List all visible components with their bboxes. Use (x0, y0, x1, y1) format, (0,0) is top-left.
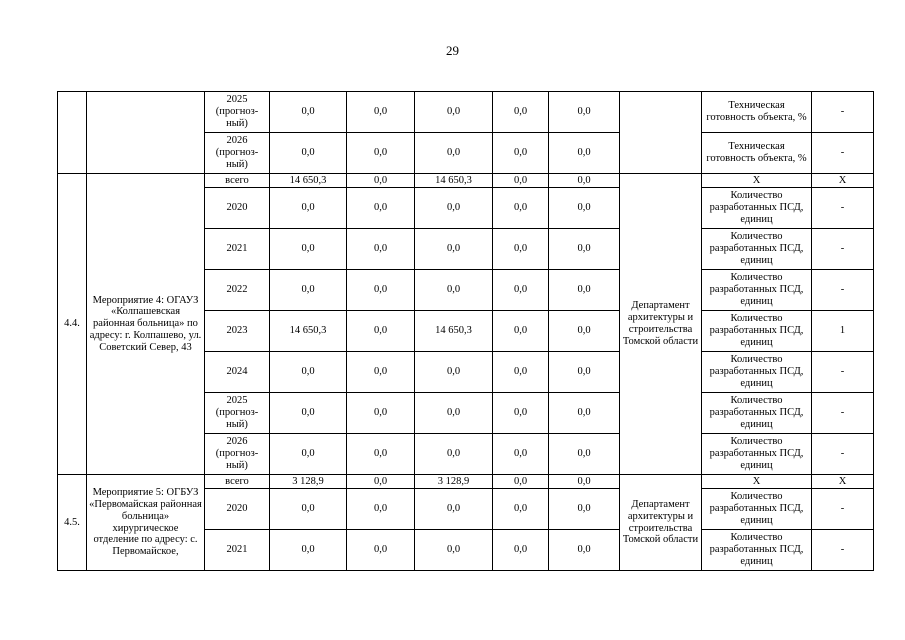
value-cell: 0,0 (347, 434, 415, 475)
value-cell: 0,0 (270, 133, 347, 174)
target-cell: 1 (812, 311, 874, 352)
value-cell: 0,0 (493, 434, 549, 475)
value-cell: 0,0 (549, 133, 620, 174)
target-cell: - (812, 489, 874, 530)
table-row (58, 92, 874, 133)
value-cell: 0,0 (549, 434, 620, 475)
value-cell: 0,0 (493, 530, 549, 571)
indicator-cell: Количество разработанных ПСД, единиц (702, 229, 812, 270)
value-cell: 0,0 (549, 489, 620, 530)
value-cell: 0,0 (493, 311, 549, 352)
value-cell: 0,0 (347, 188, 415, 229)
value-cell: 0,0 (347, 229, 415, 270)
value-cell: 0,0 (270, 92, 347, 133)
value-cell: 0,0 (493, 133, 549, 174)
value-cell: 0,0 (270, 434, 347, 475)
value-cell: 0,0 (415, 92, 493, 133)
indicator-cell: Количество разработанных ПСД, единиц (702, 530, 812, 571)
target-cell: - (812, 352, 874, 393)
value-cell: 0,0 (549, 92, 620, 133)
table-row (58, 174, 874, 188)
value-cell: 0,0 (270, 352, 347, 393)
year-cell: 2022 (205, 270, 270, 311)
value-cell: 0,0 (347, 133, 415, 174)
year-cell: 2026 (прогноз-ный) (205, 434, 270, 475)
target-cell: Х (812, 174, 874, 188)
value-cell: 0,0 (493, 174, 549, 188)
value-cell: 0,0 (270, 188, 347, 229)
value-cell: 0,0 (493, 229, 549, 270)
value-cell: 3 128,9 (270, 475, 347, 489)
value-cell: 0,0 (347, 174, 415, 188)
year-cell: 2020 (205, 489, 270, 530)
value-cell: 0,0 (270, 530, 347, 571)
value-cell: 0,0 (493, 92, 549, 133)
value-cell: 0,0 (493, 475, 549, 489)
value-cell: 0,0 (549, 530, 620, 571)
value-cell: 0,0 (415, 188, 493, 229)
value-cell: 0,0 (549, 174, 620, 188)
value-cell: 0,0 (415, 352, 493, 393)
target-cell: - (812, 133, 874, 174)
target-cell: - (812, 530, 874, 571)
department-cell: Департамент архитектуры и строительства Томской области (620, 475, 702, 571)
year-cell: 2023 (205, 311, 270, 352)
page-number: 29 (446, 43, 459, 58)
value-cell: 14 650,3 (415, 174, 493, 188)
value-cell: 0,0 (347, 270, 415, 311)
value-cell: 0,0 (415, 530, 493, 571)
target-cell: - (812, 188, 874, 229)
year-cell: всего (205, 475, 270, 489)
value-cell: 0,0 (549, 229, 620, 270)
target-cell: - (812, 270, 874, 311)
item-number: 4.5. (58, 475, 87, 571)
value-cell: 0,0 (493, 489, 549, 530)
year-cell: 2025 (прогноз-ный) (205, 92, 270, 133)
value-cell: 0,0 (347, 311, 415, 352)
value-cell: 0,0 (549, 393, 620, 434)
value-cell: 14 650,3 (270, 174, 347, 188)
table-row (58, 475, 874, 489)
indicator-cell: Количество разработанных ПСД, единиц (702, 352, 812, 393)
value-cell: 0,0 (347, 92, 415, 133)
target-cell: - (812, 393, 874, 434)
indicator-cell: Техническая готовность объекта, % (702, 92, 812, 133)
item-number: 4.4. (58, 174, 87, 475)
event-description: Мероприятие 4: ОГАУЗ «Колпашевская районная больница» по адресу: г. Колпашево, ул. Советский Север, 43 (87, 174, 205, 475)
year-cell: 2026 (прогноз-ный) (205, 133, 270, 174)
indicator-cell: Количество разработанных ПСД, единиц (702, 270, 812, 311)
value-cell: 3 128,9 (415, 475, 493, 489)
indicator-cell: Количество разработанных ПСД, единиц (702, 311, 812, 352)
value-cell: 0,0 (415, 489, 493, 530)
value-cell: 0,0 (415, 133, 493, 174)
indicator-cell: Х (702, 475, 812, 489)
value-cell: 0,0 (549, 475, 620, 489)
value-cell: 0,0 (347, 352, 415, 393)
value-cell: 0,0 (549, 188, 620, 229)
indicator-cell: Количество разработанных ПСД, единиц (702, 489, 812, 530)
indicator-cell: Количество разработанных ПСД, единиц (702, 393, 812, 434)
value-cell: 0,0 (347, 530, 415, 571)
indicator-cell: Количество разработанных ПСД, единиц (702, 188, 812, 229)
target-cell: Х (812, 475, 874, 489)
event-cell (87, 92, 205, 174)
value-cell: 0,0 (493, 352, 549, 393)
target-cell: - (812, 92, 874, 133)
year-cell: 2025 (прогноз-ный) (205, 393, 270, 434)
value-cell: 0,0 (347, 475, 415, 489)
value-cell: 14 650,3 (415, 311, 493, 352)
value-cell: 0,0 (415, 229, 493, 270)
indicator-cell: Техническая готовность объекта, % (702, 133, 812, 174)
value-cell: 0,0 (415, 434, 493, 475)
value-cell: 0,0 (493, 270, 549, 311)
value-cell: 0,0 (347, 489, 415, 530)
year-cell: 2021 (205, 229, 270, 270)
num-cell (58, 92, 87, 174)
department-cell: Департамент архитектуры и строительства Томской области (620, 174, 702, 475)
value-cell: 0,0 (415, 393, 493, 434)
year-cell: всего (205, 174, 270, 188)
indicator-cell: Количество разработанных ПСД, единиц (702, 434, 812, 475)
value-cell: 0,0 (415, 270, 493, 311)
year-cell: 2024 (205, 352, 270, 393)
program-table (57, 91, 874, 571)
value-cell: 0,0 (347, 393, 415, 434)
value-cell: 0,0 (270, 270, 347, 311)
value-cell: 0,0 (549, 311, 620, 352)
value-cell: 0,0 (549, 270, 620, 311)
year-cell: 2020 (205, 188, 270, 229)
value-cell: 0,0 (549, 352, 620, 393)
value-cell: 0,0 (270, 489, 347, 530)
value-cell: 0,0 (270, 393, 347, 434)
target-cell: - (812, 229, 874, 270)
value-cell: 0,0 (493, 393, 549, 434)
value-cell: 14 650,3 (270, 311, 347, 352)
target-cell: - (812, 434, 874, 475)
value-cell: 0,0 (493, 188, 549, 229)
indicator-cell: Х (702, 174, 812, 188)
event-description: Мероприятие 5: ОГБУЗ «Первомайская районная больница» хирургическое отделение по адресу: с. Первомайское, (87, 475, 205, 571)
value-cell: 0,0 (270, 229, 347, 270)
year-cell: 2021 (205, 530, 270, 571)
department-cell (620, 92, 702, 174)
